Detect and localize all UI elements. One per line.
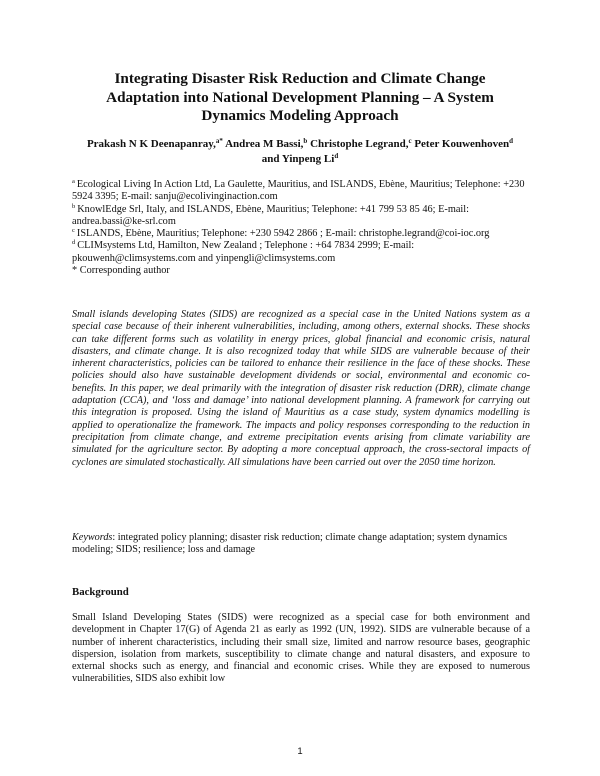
affiliation-mark: a [72,178,75,185]
author-affil-mark: c [408,137,412,145]
keywords-text: : integrated policy planning; disaster risk reduction; climate change adaptation; system dynamics modeling; SIDS; resilience; loss and damage [72,532,508,556]
author-affil-mark: d [509,137,514,145]
author-affil-mark: a* [215,137,223,145]
body-paragraph: Small Island Developing States (SIDS) were recognized as a special case for both environment and development in Chapter 17(G) of Agenda 21 as early as 1992 (UN, 1992). SIDS are vulnerable because of a number of inherent characteristics, including their small size, limited and narrow resource bases, geographic dispersion, isolation from markets, susceptibility to climate change and natural disasters, and exposure to external shocks such as energy, and financial and economic crises. While they are exposed to numerous vulnerabilities, SIDS also exhibit low [72,612,530,685]
affiliation-item [72,204,540,229]
affiliation-text: ISLANDS, Ebène, Mauritius; Telephone: +230 5942 2866 ; E-mail: christophe.legrand@coi-ioc.org [76,228,490,240]
author-affil-mark: d [334,151,339,160]
page-number: 1 [297,746,303,757]
author-line [62,152,538,167]
abstract: Small islands developing States (SIDS) are recognized as a special case in the United Nations system as a special case because of their inherent vulnerabilities, including, among others, external shocks. These shocks can take different forms such as volatility in energy prices, global financial and economic crisis, natural disasters, and climate change. It is also recognized today that while SIDS are vulnerable because of their inherent characteristics, policies can be tailored to enhance their resilience in the face of these shocks. These policies should also have sustainable development dividends or social, environmental and economic co-benefits. In this paper, we deal primarily with the integration of disaster risk reduction (DRR), climate change adaptation (CCA), and ‘loss and damage’ into national development planning. A framework for carrying out this integration is proposed. Using the island of Mauritius as a case study, system dynamics modelling is applied to operationalize the framework. The impacts and policy responses corresponding to the reduction in precipitation from climate change, and extreme precipitation events arising from climate variability are simulated for the agriculture sector. By adopting a more conceptual approach, the cross-sectoral impacts of cyclones are simulated stochastically. All simulations have been carried out over the 2050 time horizon. [72,309,530,468]
author-list [62,137,538,166]
affiliation-item [72,179,540,204]
affiliation-text: Ecological Living In Action Ltd, La Gaulette, Mauritius, and ISLANDS, Ebène, Mauritius; Telephone: +230 5924 3395; E-mail: sanju@ecolivinginaction.com [72,179,525,203]
author-affil-mark: b [303,137,308,145]
corresponding-author-note: * Corresponding author [72,265,170,277]
title-line: Adaptation into National Development Planning – A System [106,88,494,106]
author-name: and Yinpeng Li [261,152,335,165]
title-line: Integrating Disaster Risk Reduction and Climate Change [114,70,486,87]
affiliation-item [72,228,540,240]
author-name: Christophe Legrand, [310,138,409,150]
affiliation-mark: c [72,227,75,235]
affiliation-mark: b [72,202,76,210]
keywords [72,532,530,557]
keywords-label: Keywords [72,532,113,543]
paper-title [70,70,530,126]
author-name: Prakash N K Deenapanray, [86,138,216,150]
author-name: Peter Kouwenhoven [414,138,510,150]
affiliation-text: KnowlEdge Srl, Italy, and ISLANDS, Ebène, Mauritius; Telephone: +41 799 53 85 46; E-mail: andrea.bassi@ke-srl.com [72,203,469,227]
title-line: Dynamics Modeling Approach [201,107,399,124]
affiliation-item [72,240,540,265]
author-name: Andrea M Bassi, [225,138,304,150]
affiliation-text: CLIMsystems Ltd, Hamilton, New Zealand ; Telephone : +64 7834 2999; E-mail: pkouwenh@climsystems.com and yinpengli@climsystems.com [72,240,415,264]
affiliation-mark: d [72,239,76,247]
affiliation-list [72,179,540,277]
section-heading: Background [72,586,129,598]
author-line [62,137,538,152]
